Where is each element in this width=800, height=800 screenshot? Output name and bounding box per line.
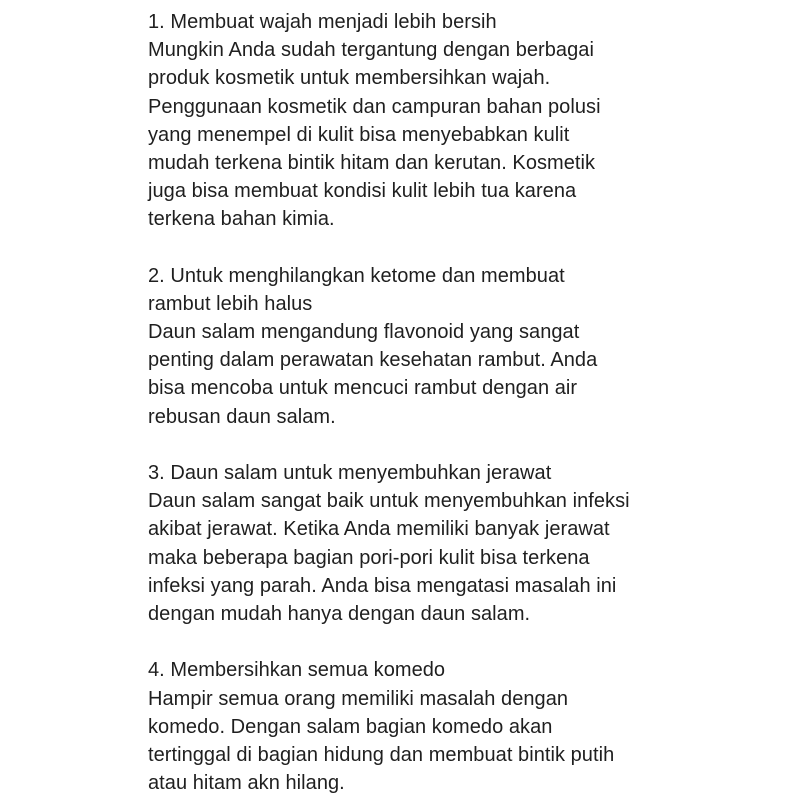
paragraph-line: atau hitam akn hilang. (148, 772, 345, 795)
paragraph-line: tertinggal di bagian hidung dan membuat bintik putih (148, 743, 615, 766)
paragraph-line: penting dalam perawatan kesehatan rambut. Anda (148, 349, 598, 372)
section-3 (148, 459, 788, 628)
paragraph-line: Hampir semua orang memiliki masalah dengan (148, 687, 569, 710)
paragraph-line: infeksi yang parah. Anda bisa mengatasi masalah ini (148, 574, 617, 597)
section-heading: 4. Membersihkan semua komedo (148, 659, 446, 682)
section-1 (148, 8, 788, 234)
section-gap (148, 431, 788, 459)
paragraph-line: terkena bahan kimia. (148, 208, 335, 231)
paragraph-line: juga bisa membuat kondisi kulit lebih tua karena (148, 180, 577, 203)
paragraph-line: Daun salam sangat baik untuk menyembuhkan infeksi (148, 490, 630, 513)
paragraph-line: Mungkin Anda sudah tergantung dengan berbagai (148, 39, 594, 62)
paragraph-line: maka beberapa bagian pori-pori kulit bisa terkena (148, 546, 590, 569)
section-heading: 1. Membuat wajah menjadi lebih bersih (148, 11, 497, 33)
section-2 (148, 262, 788, 431)
paragraph-line: produk kosmetik untuk membersihkan wajah. (148, 67, 551, 90)
document-page (148, 8, 788, 797)
paragraph-line: rebusan daun salam. (148, 405, 336, 428)
paragraph-line: dengan mudah hanya dengan daun salam. (148, 602, 531, 625)
paragraph-line: bisa mencoba untuk mencuci rambut dengan air (148, 377, 578, 400)
section-gap (148, 628, 788, 656)
paragraph-line: yang menempel di kulit bisa menyebabkan kulit (148, 123, 570, 146)
section-heading: 2. Untuk menghilangkan ketome dan membuat (148, 264, 565, 287)
section-heading: rambut lebih halus (148, 292, 313, 315)
paragraph-line: komedo. Dengan salam bagian komedo akan (148, 715, 553, 738)
paragraph-line: Daun salam mengandung flavonoid yang sangat (148, 321, 580, 344)
section-gap (148, 234, 788, 262)
paragraph-line: akibat jerawat. Ketika Anda memiliki banyak jerawat (148, 518, 610, 541)
section-heading: 3. Daun salam untuk menyembuhkan jerawat (148, 462, 552, 484)
section-4 (148, 656, 788, 797)
paragraph-line: mudah terkena bintik hitam dan kerutan. Kosmetik (148, 151, 596, 174)
paragraph-line: Penggunaan kosmetik dan campuran bahan polusi (148, 95, 601, 118)
